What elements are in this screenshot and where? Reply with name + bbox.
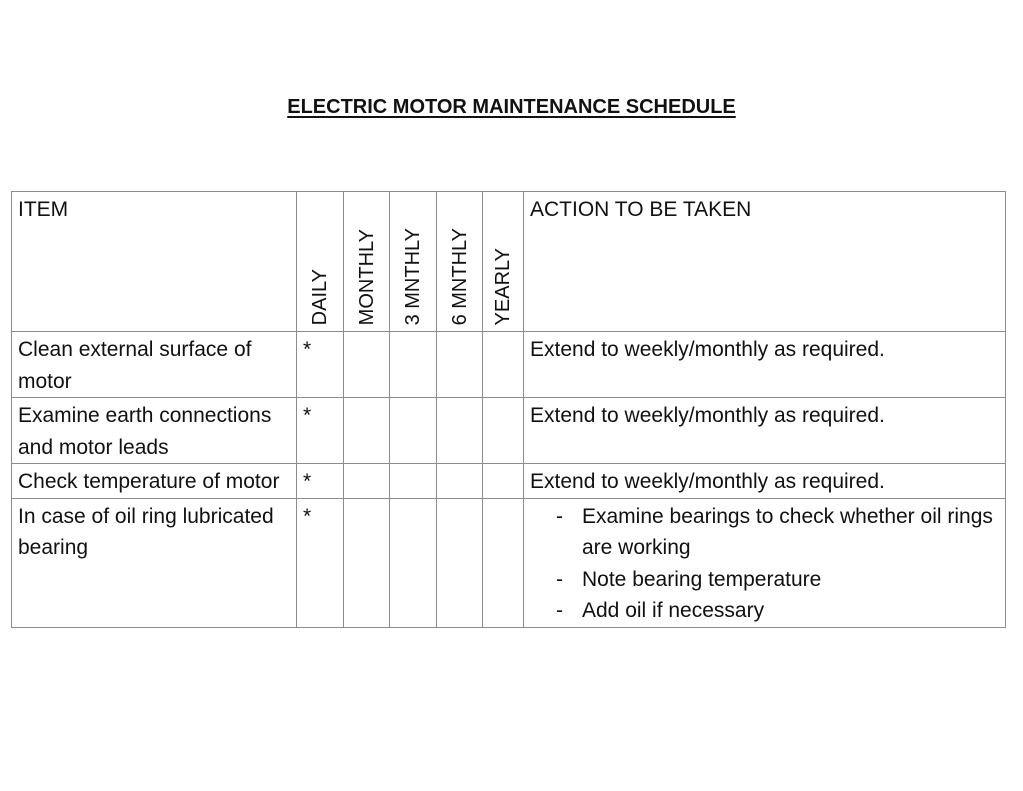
row-6-monthly-mark: [437, 464, 483, 499]
row-action: Extend to weekly/monthly as required.: [524, 464, 1006, 499]
row-item: Check temperature of motor: [12, 464, 297, 499]
header-monthly: [344, 192, 390, 332]
header-daily-label: DAILY: [309, 268, 331, 325]
header-6-monthly: [437, 192, 483, 332]
header-6-monthly-label: 6 MNTHLY: [448, 227, 471, 325]
row-yearly-mark: [483, 332, 524, 398]
page-title-text: ELECTRIC MOTOR MAINTENANCE SCHEDULE: [287, 96, 736, 118]
row-monthly-mark: [344, 332, 390, 398]
row-daily-mark: *: [297, 332, 344, 398]
table-row: [12, 464, 1006, 499]
table-row: [12, 498, 1006, 627]
row-3-monthly-mark: [390, 464, 437, 499]
table-row: [12, 398, 1006, 464]
row-daily-mark: *: [297, 464, 344, 499]
row-6-monthly-mark: [437, 332, 483, 398]
header-3-monthly-label: 3 MNTHLY: [402, 227, 424, 325]
row-yearly-mark: [483, 398, 524, 464]
row-action: Extend to weekly/monthly as required.: [524, 332, 1006, 398]
header-action: ACTION TO BE TAKEN: [524, 192, 1006, 332]
row-yearly-mark: [483, 464, 524, 499]
row-yearly-mark: [483, 498, 524, 627]
row-3-monthly-mark: [390, 332, 437, 398]
header-3-monthly: [390, 192, 437, 332]
row-item: In case of oil ring lubricated bearing: [12, 498, 297, 627]
row-daily-mark: *: [297, 498, 344, 627]
header-item: ITEM: [12, 192, 297, 332]
table-header-row: [12, 192, 1006, 332]
row-6-monthly-mark: [437, 498, 483, 627]
row-action: Extend to weekly/monthly as required.: [524, 398, 1006, 464]
row-monthly-mark: [344, 398, 390, 464]
row-monthly-mark: [344, 498, 390, 627]
row-item: Examine earth connections and motor leads: [12, 398, 297, 464]
action-list-item: - Examine bearings to check whether oil rings are working: [556, 501, 999, 564]
table-row: [12, 332, 1006, 398]
action-list-item: - Add oil if necessary: [556, 595, 999, 627]
row-daily-mark: *: [297, 398, 344, 464]
row-3-monthly-mark: [390, 498, 437, 627]
header-yearly: [483, 192, 524, 332]
row-6-monthly-mark: [437, 398, 483, 464]
header-yearly-label: YEARLY: [492, 247, 514, 325]
row-monthly-mark: [344, 464, 390, 499]
action-list-item: - Note bearing temperature: [556, 564, 999, 596]
header-daily: [297, 192, 344, 332]
row-action-list-cell: [524, 498, 1006, 627]
page-title: [0, 96, 1023, 119]
maintenance-schedule-table: [11, 191, 1006, 628]
header-monthly-label: MONTHLY: [355, 228, 378, 325]
row-item: Clean external surface of motor: [12, 332, 297, 398]
action-list: [530, 501, 999, 627]
row-3-monthly-mark: [390, 398, 437, 464]
